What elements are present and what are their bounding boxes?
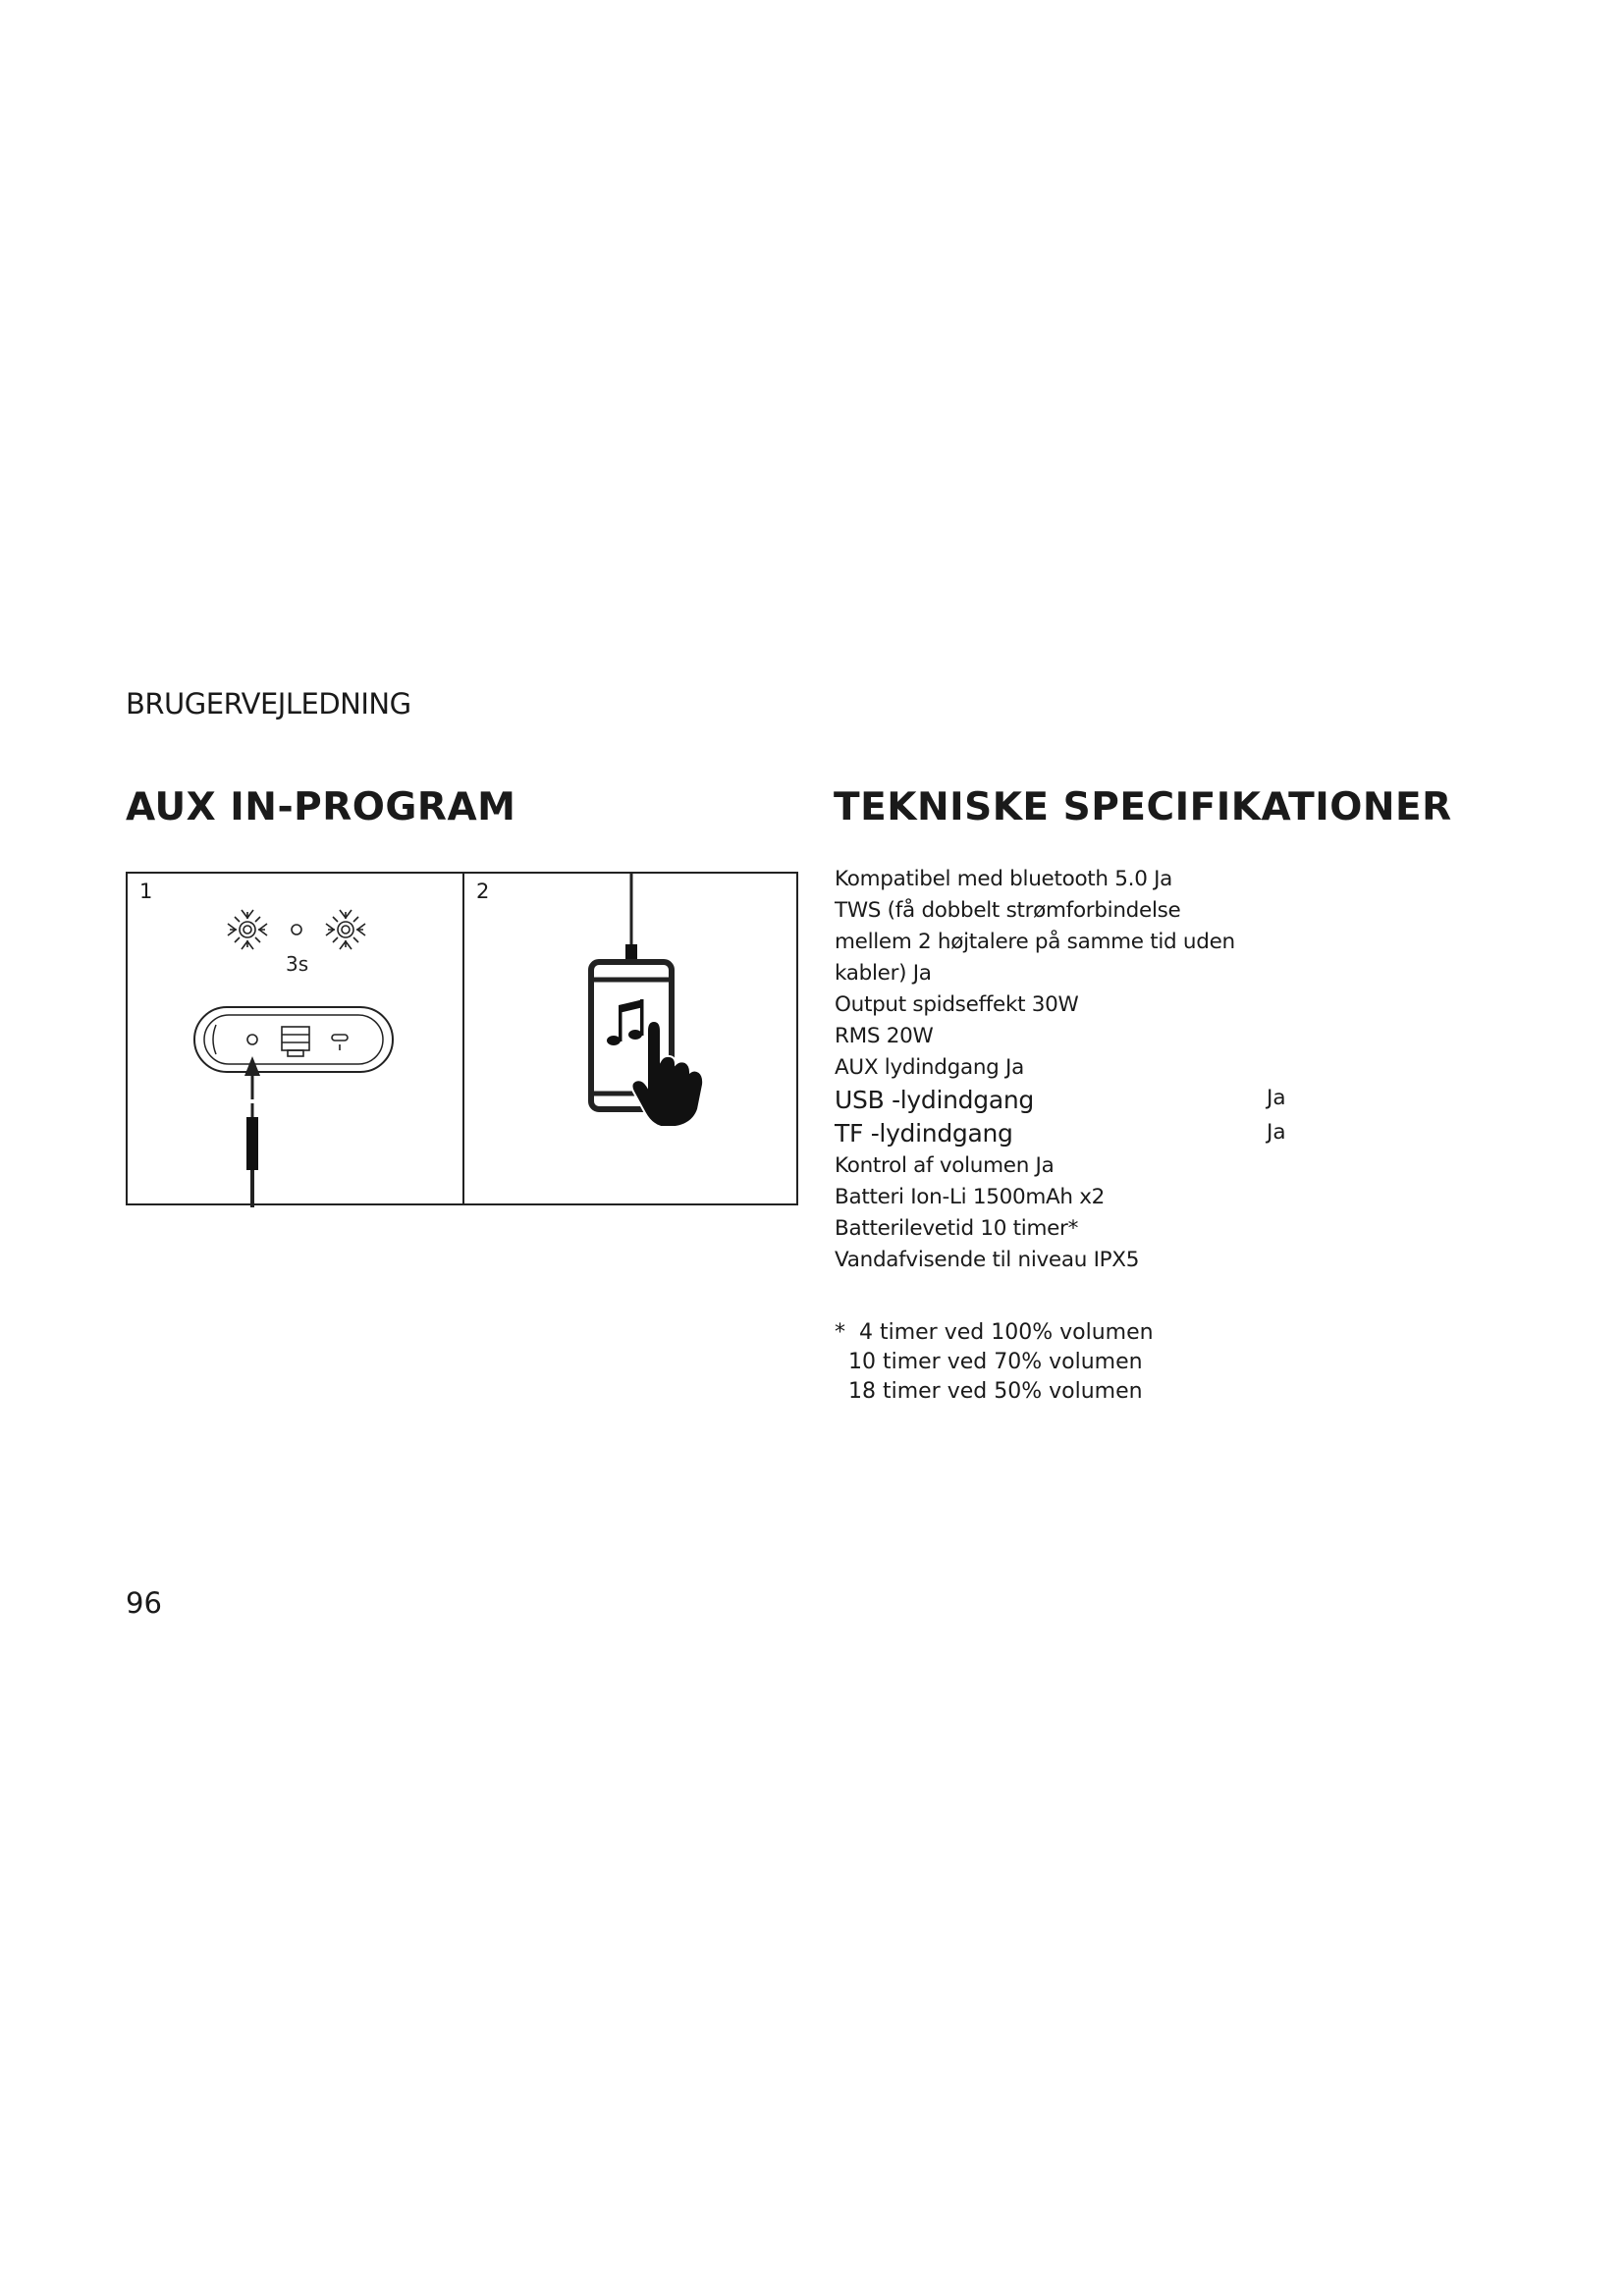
usb-c-port-icon	[332, 1035, 348, 1050]
spec-item: Batteri Ion-Li 1500mAh x2	[835, 1185, 1106, 1209]
spec-item: Kontrol af volumen Ja	[835, 1153, 1055, 1178]
spec-item: mellem 2 højtalere på samme tid uden	[835, 930, 1235, 954]
spec-item: kabler) Ja	[835, 961, 932, 986]
light-burst-icon	[228, 910, 267, 949]
section-title-aux: AUX IN-PROGRAM	[126, 785, 516, 829]
footnote-line: * 4 timer ved 100% volumen	[835, 1320, 1154, 1345]
aux-cable-icon	[246, 1103, 258, 1207]
usb-value: Ja	[1267, 1086, 1286, 1110]
section-title-specs: TEKNISKE SPECIFIKATIONER	[834, 785, 1452, 829]
step-1-diagram	[128, 874, 466, 1207]
arrow-up-icon	[244, 1056, 260, 1099]
spec-list	[835, 864, 1345, 1276]
indicator-dot-icon	[292, 925, 301, 934]
tf-value: Ja	[1267, 1120, 1286, 1145]
hold-duration-label: 3s	[286, 952, 309, 976]
spec-item: Output spidseffekt 30W	[835, 992, 1079, 1017]
step-number: 2	[476, 880, 490, 903]
footnote-line: 18 timer ved 50% volumen	[835, 1379, 1143, 1404]
footnote	[835, 1318, 1154, 1407]
step-2-diagram	[464, 874, 800, 1207]
light-burst-icon	[326, 910, 365, 949]
usb-port-icon	[282, 1027, 309, 1056]
footnote-line: 10 timer ved 70% volumen	[835, 1350, 1143, 1374]
spec-item: TWS (få dobbelt strømforbindelse	[835, 898, 1181, 923]
aux-cable-icon	[625, 874, 637, 962]
spec-item: AUX lydindgang Ja	[835, 1055, 1024, 1080]
speaker-side-panel	[194, 1007, 393, 1072]
spec-item: RMS 20W	[835, 1024, 934, 1048]
page-number: 96	[126, 1586, 162, 1620]
document-header: BRUGERVEJLEDNING	[126, 687, 411, 721]
spec-item: Vandafvisende til niveau IPX5	[835, 1248, 1140, 1272]
music-note-icon	[607, 999, 644, 1045]
step-number: 1	[139, 880, 153, 903]
spec-item: Kompatibel med bluetooth 5.0 Ja	[835, 867, 1173, 891]
illustration-step-2	[462, 872, 798, 1205]
aux-port-icon	[247, 1035, 257, 1044]
spec-item-tf: TF -lydindgang	[835, 1119, 1013, 1148]
illustration-step-1	[126, 872, 464, 1205]
spec-item: Batterilevetid 10 timer*	[835, 1216, 1079, 1241]
spec-item-usb: USB -lydindgang	[835, 1086, 1034, 1114]
